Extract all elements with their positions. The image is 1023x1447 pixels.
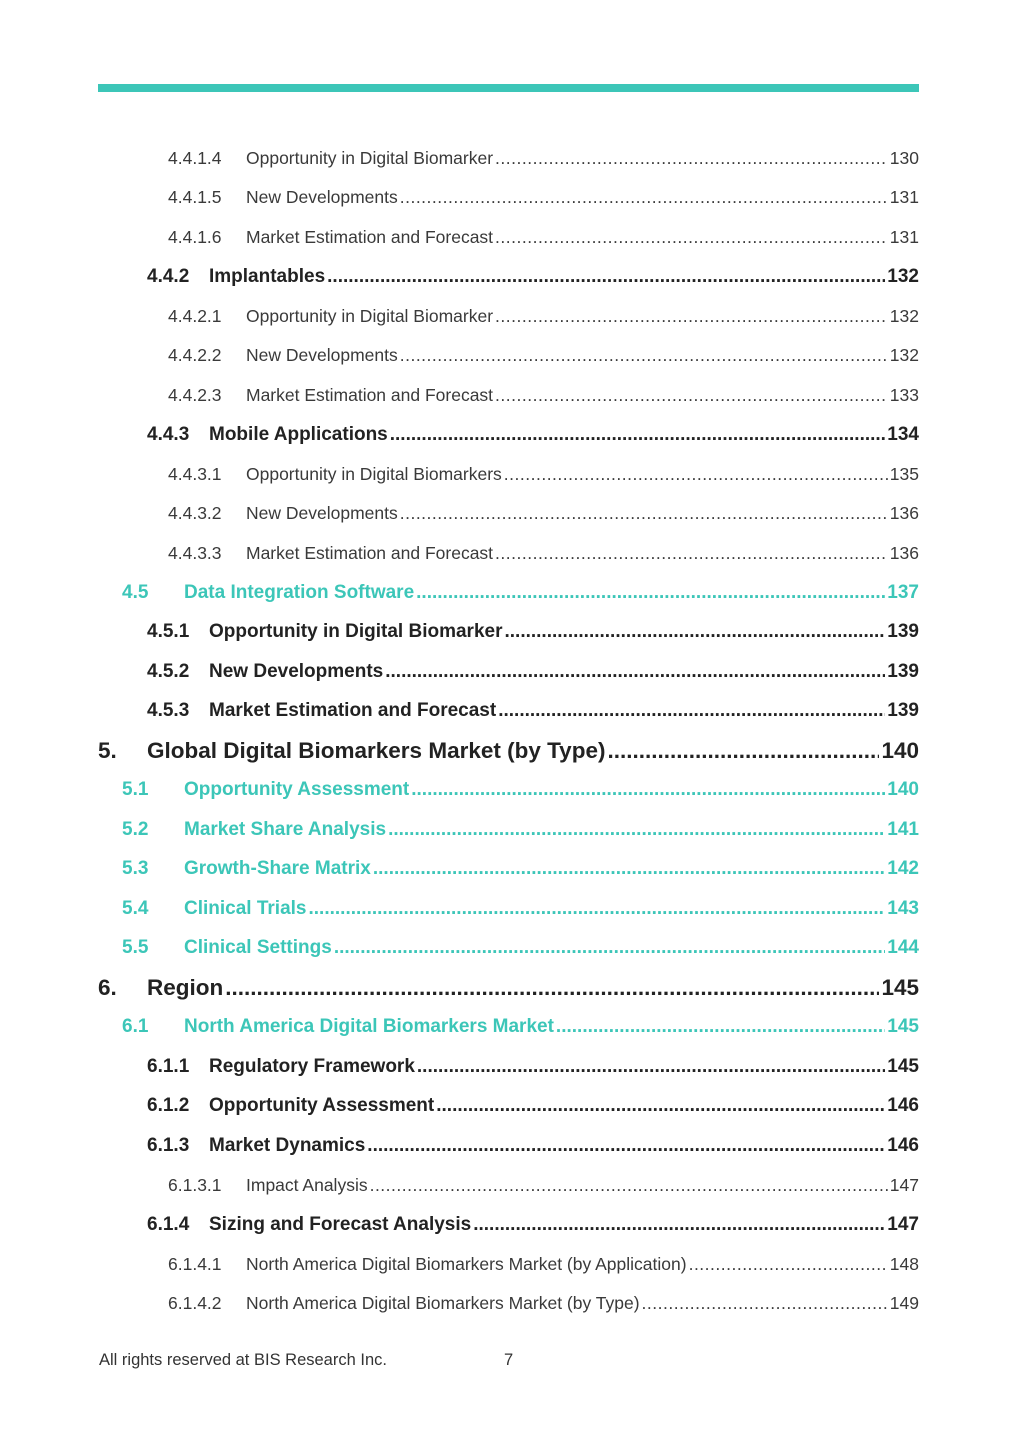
toc-entry-page: 147 [889,1174,919,1195]
toc-entry-title: Growth-Share Matrix [184,858,371,879]
toc-entry-number: 4.5.1 [147,621,190,642]
toc-entry-title: North America Digital Biomarkers Market (by Application) [246,1253,687,1274]
toc-entry[interactable] [147,262,919,292]
toc-dot-leader [334,937,885,959]
toc-entry[interactable] [147,420,919,450]
toc-entry-title: New Developments [209,660,384,682]
toc-dot-leader [495,543,888,564]
toc-entry-page: 145 [887,1016,919,1037]
toc-entry[interactable] [168,499,919,529]
toc-entry[interactable] [147,617,919,647]
toc-dot-leader [400,187,888,208]
toc-entry-page: 134 [887,423,919,445]
toc-entry-title: Opportunity in Digital Biomarker [209,621,503,642]
toc-entry-page: 141 [887,818,919,840]
toc-entry-page: 132 [887,265,919,287]
toc-dot-leader [390,424,886,446]
toc-entry-number: 6. [98,974,117,1000]
toc-entry-title: Impact Analysis [246,1174,368,1195]
toc-dot-leader [498,700,885,722]
toc-entry-number: 5. [98,737,117,763]
toc-entry-page: 136 [889,542,919,563]
toc-entry-title: Market Estimation and Forecast [246,226,494,247]
toc-entry-number: 4.4.1.4 [168,147,222,168]
toc-entry-title: North America Digital Biomarkers Market (by Type) [246,1293,640,1313]
toc-entry[interactable] [122,894,919,924]
toc-dot-leader [373,858,885,880]
toc-entry-page: 132 [889,345,919,365]
toc-entry-page: 137 [887,581,919,603]
toc-entry-number: 4.4.1.6 [168,226,222,247]
toc-dot-leader [400,503,888,524]
toc-dot-leader [327,266,885,288]
toc-dot-leader [417,1056,885,1078]
toc-entry-number: 4.4.3 [147,423,190,445]
toc-entry[interactable] [168,459,919,489]
toc-entry[interactable] [122,1012,919,1042]
toc-entry-page: 132 [889,305,919,326]
toc-entry-number: 5.2 [122,818,149,840]
toc-entry[interactable] [122,933,919,963]
toc-entry-number: 4.5 [122,581,149,603]
toc-entry[interactable] [168,1289,919,1319]
toc-entry-title: Clinical Trials [184,897,307,919]
toc-entry-page: 135 [889,463,919,484]
toc-entry-title: Opportunity Assessment [209,1095,435,1116]
toc-entry[interactable] [147,1210,919,1240]
toc-entry[interactable] [168,301,919,331]
toc-dot-leader [556,1016,885,1038]
toc-entry-title: North America Digital Biomarkers Market [184,1016,554,1037]
toc-entry-title: Market Estimation and Forecast [209,700,497,721]
toc-entry[interactable] [168,380,919,410]
toc-entry[interactable] [168,1249,919,1279]
toc-entry-title: Region [147,974,224,1000]
toc-dot-leader [495,306,888,327]
toc-dot-leader [495,385,888,406]
toc-entry[interactable] [122,854,919,884]
toc-entry-number: 5.4 [122,897,149,919]
toc-entry-title: Implantables [209,265,326,287]
footer-page-number: 7 [504,1351,514,1369]
footer-copyright: All rights reserved at BIS Research Inc. [99,1351,387,1369]
toc-entry[interactable] [122,815,919,845]
toc-entry[interactable] [168,1170,919,1200]
toc-entry-number: 4.5.3 [147,700,190,721]
toc-entry-page: 142 [887,858,919,879]
toc-dot-leader [607,738,879,764]
toc-entry-page: 146 [887,1134,919,1156]
toc-dot-leader [504,464,888,485]
toc-entry-number: 4.5.2 [147,660,190,682]
toc-entry-number: 5.3 [122,858,149,879]
toc-entry-page: 136 [889,503,919,523]
toc-entry-page: 147 [887,1213,919,1235]
toc-entry-title: Sizing and Forecast Analysis [209,1213,472,1235]
toc-entry[interactable] [147,1131,919,1161]
toc-entry-page: 143 [887,897,919,919]
toc-dot-leader [436,1095,885,1117]
toc-entry[interactable] [122,775,919,805]
toc-entry-page: 139 [887,621,919,642]
toc-entry-title: New Developments [246,503,398,523]
toc-entry-number: 4.4.2 [147,265,190,287]
toc-entry[interactable] [147,657,919,687]
toc-entry[interactable] [122,578,919,608]
toc-entry-number: 4.4.2.3 [168,384,222,405]
toc-dot-leader [367,1135,885,1157]
toc-entry-page: 145 [881,974,919,1000]
toc-dot-leader [642,1293,888,1314]
toc-dot-leader [495,148,888,169]
toc-entry-page: 149 [889,1293,919,1313]
toc-entry[interactable] [98,973,919,1003]
toc-entry-title: Market Estimation and Forecast [246,384,494,405]
toc-entry-page: 148 [889,1253,919,1274]
toc-entry-number: 4.4.3.1 [168,463,222,484]
toc-dot-leader [504,621,885,643]
toc-entry[interactable] [98,736,919,766]
toc-entry-number: 5.1 [122,779,149,800]
toc-entry[interactable] [168,183,919,213]
toc-entry-title: Data Integration Software [184,581,415,603]
toc-entry-title: Opportunity in Digital Biomarkers [246,463,502,484]
toc-dot-leader [400,345,888,366]
toc-entry-title: Opportunity in Digital Biomarker [246,147,494,168]
toc-entry-number: 4.4.2.2 [168,345,222,365]
toc-entry-number: 6.1.2 [147,1095,190,1116]
toc-dot-leader [416,582,885,604]
toc-entry-number: 5.5 [122,937,149,958]
toc-entry[interactable] [147,696,919,726]
toc-dot-leader [370,1175,888,1196]
toc-entry-page: 140 [881,737,919,763]
toc-entry-title: Global Digital Biomarkers Market (by Type) [147,737,606,763]
toc-entry-number: 6.1.3 [147,1134,190,1156]
toc-dot-leader [309,898,886,920]
toc-entry-title: New Developments [246,187,398,207]
toc-entry[interactable] [168,222,919,252]
toc-dot-leader [385,661,885,683]
toc-entry-title: Market Dynamics [209,1134,366,1156]
toc-dot-leader [495,227,888,248]
toc-entry-number: 6.1.4 [147,1213,190,1235]
toc-entry-page: 139 [887,700,919,721]
toc-entry-number: 4.4.2.1 [168,305,222,326]
toc-entry[interactable] [168,341,919,371]
toc-entry-number: 4.4.3.2 [168,503,222,523]
toc-entry-page: 144 [887,937,919,958]
toc-entry-title: Opportunity in Digital Biomarker [246,305,494,326]
toc-dot-leader [388,819,885,841]
toc-dot-leader [689,1254,888,1275]
toc-entry-page: 130 [889,147,919,168]
toc-entry-title: Market Share Analysis [184,818,387,840]
toc-entry-page: 133 [889,384,919,405]
toc-entry-number: 4.4.3.3 [168,542,222,563]
toc-entry-page: 139 [887,660,919,682]
toc-entry-title: Regulatory Framework [209,1055,415,1077]
toc-entry[interactable] [147,1091,919,1121]
toc-entry[interactable] [168,538,919,568]
header-accent-bar [98,84,919,92]
toc-entry-number: 6.1.3.1 [168,1174,222,1195]
toc-entry-title: New Developments [246,345,398,365]
toc-entry-page: 145 [887,1055,919,1077]
toc-entry-page: 131 [889,226,919,247]
toc-dot-leader [225,975,879,1001]
toc-entry[interactable] [147,1052,919,1082]
toc-entry-number: 6.1.4.2 [168,1293,222,1313]
toc-entry-number: 4.4.1.5 [168,187,222,207]
toc-entry-title: Mobile Applications [209,423,388,445]
toc-entry-number: 6.1.4.1 [168,1253,222,1274]
toc-entry-page: 140 [887,779,919,800]
toc-dot-leader [411,779,885,801]
toc-dot-leader [473,1214,885,1236]
toc-entry-page: 131 [889,187,919,207]
toc-entry-number: 6.1.1 [147,1055,190,1077]
toc-entry-title: Market Estimation and Forecast [246,542,494,563]
toc-entry[interactable] [168,143,919,173]
toc-entry-title: Clinical Settings [184,937,332,958]
toc-entry-title: Opportunity Assessment [184,779,410,800]
toc-entry-number: 6.1 [122,1016,149,1037]
toc-entry-page: 146 [887,1095,919,1116]
